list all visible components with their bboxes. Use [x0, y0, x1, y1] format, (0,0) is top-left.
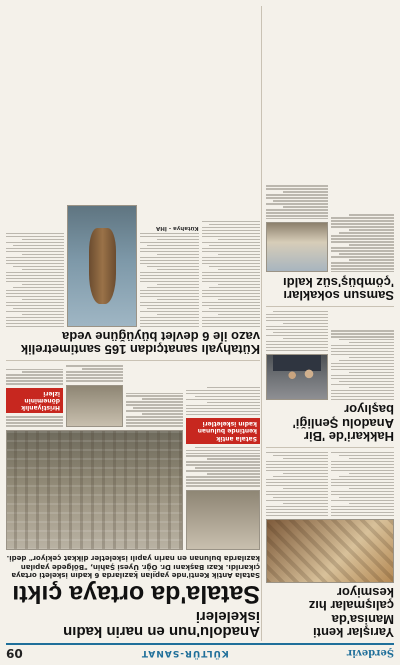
- main-story: [6, 365, 260, 639]
- artifact-photo: [186, 490, 260, 550]
- main-story-headline: Satala'da ortaya çıktı: [12, 580, 260, 609]
- text-lines: [332, 452, 395, 516]
- main-story-subhead: Satala Antik Kenti'nde yapılan kazılarda 6 kadın iskeleti ortaya çıkarıldı. Kazı Başkanı Dr. Öğr. Üyesi Şahin, "Bölgede yapılan kazılarda bulunan en narin yapılı iskeletler dikkat çekiyor" dedi.: [6, 554, 260, 579]
- text-lines: [186, 387, 260, 415]
- skeleton-photo: [66, 385, 123, 427]
- newspaper-logo: Şerdevir: [346, 647, 394, 659]
- left-mid-headline: Hakkari'de 'Bir Anadolu Şenliği' başlıyor: [292, 402, 394, 444]
- left-bottom-story: [266, 185, 394, 302]
- text-lines: [186, 447, 260, 487]
- left-top-story: [266, 452, 394, 639]
- main-photo-col: [6, 365, 183, 549]
- inner-callout: Hristiyanlık döneminin izleri: [6, 388, 63, 414]
- vase-story-headline: Kütahyalı sanatçıdan 165 santimetrelik vazo ile 6 devlet büyüğüne veda: [20, 329, 260, 358]
- page-number: 09: [6, 646, 23, 660]
- manisa-photo: [266, 519, 394, 583]
- samsun-photo: [266, 223, 329, 273]
- masthead: [6, 643, 394, 661]
- text-lines: [6, 416, 63, 426]
- story-callout: Satala antik kentinde bulunan kadın iskeletleri: [186, 418, 260, 444]
- text-lines: [6, 233, 64, 327]
- text-lines: [126, 393, 183, 427]
- main-text-col-1: [186, 365, 260, 549]
- text-lines: [332, 214, 395, 272]
- left-top-headline: Yarışlar kenti Manisa'da çalışmalar hız kesmiyor: [308, 585, 394, 640]
- excavation-photo: [6, 430, 183, 550]
- left-mid-story: [266, 311, 394, 443]
- text-lines: [140, 233, 198, 327]
- text-lines: [332, 330, 395, 400]
- section-title: KÜLTÜR-SANAT: [140, 648, 229, 658]
- left-bottom-headline: Samsun sokakları 'çömbüş'süz kaldı: [283, 274, 394, 303]
- main-story-kicker: Anadolu'nun en narin kadın iskeleleri: [63, 607, 260, 640]
- vase-story-byline: Kütahya - İHA: [156, 225, 199, 232]
- main-story-columns: [6, 365, 260, 549]
- side-column: [261, 6, 394, 641]
- vase-photo: [67, 205, 137, 327]
- vase-story: [6, 205, 260, 357]
- main-area: [6, 6, 260, 641]
- text-lines: [202, 221, 260, 327]
- hakkari-photo: [266, 354, 329, 400]
- text-lines: [266, 452, 329, 516]
